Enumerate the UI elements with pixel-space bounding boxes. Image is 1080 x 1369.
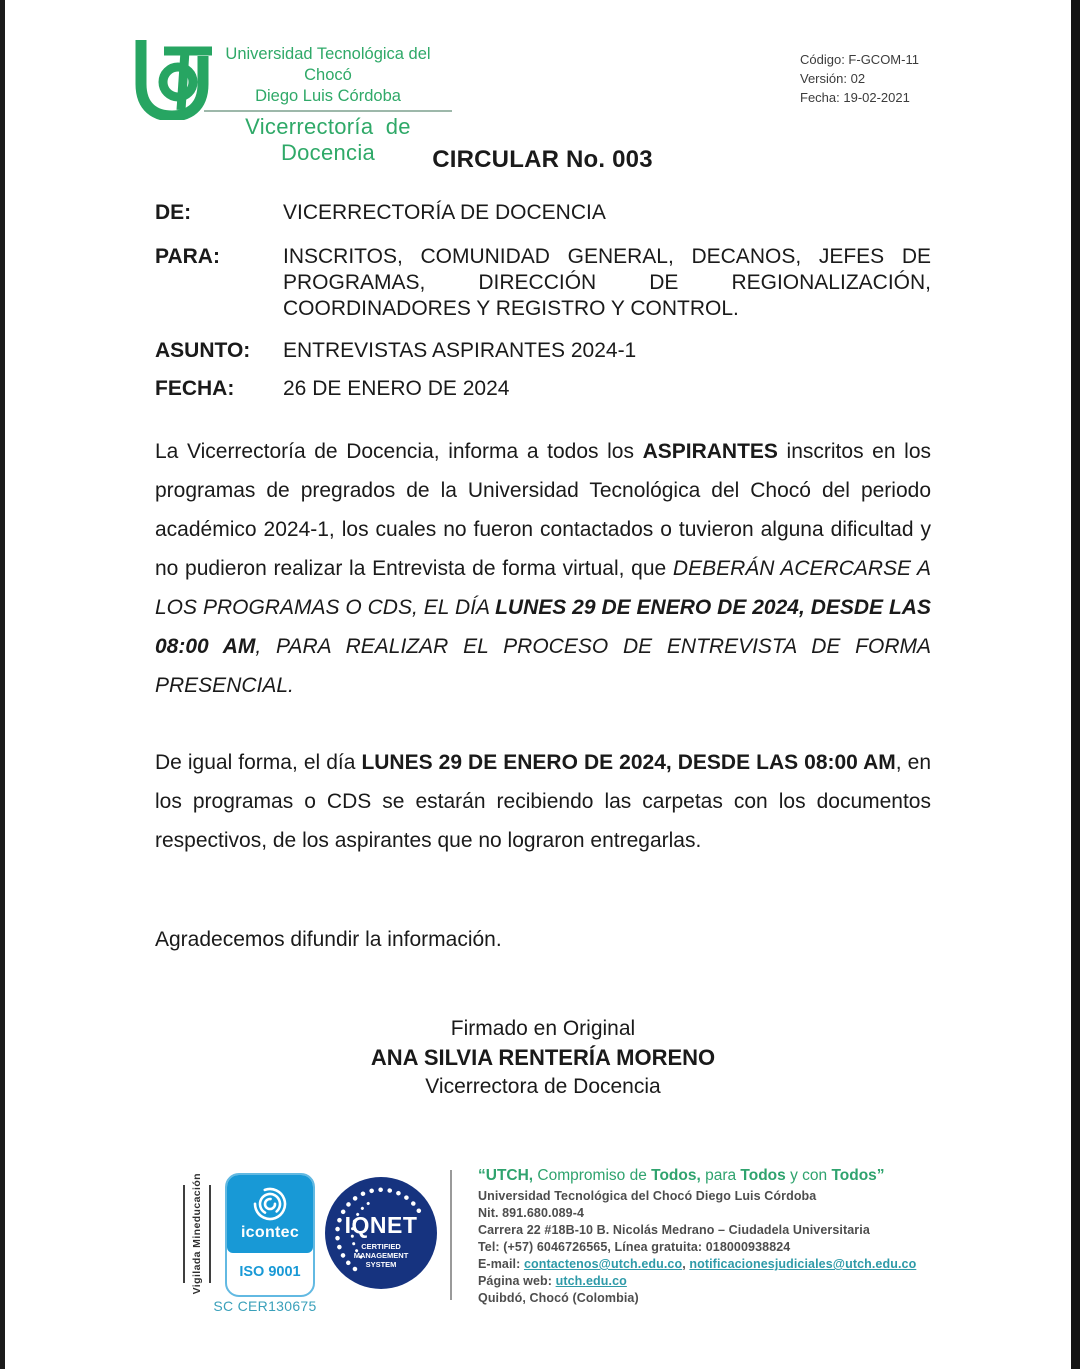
iqnet-badge [325,1177,437,1289]
signature-line: Firmado en Original [450,1017,636,1040]
slogan-utch: “UTCH, [478,1167,534,1184]
memo-meta-block [155,200,931,402]
icontec-cert-number: SC CER130675 [213,1298,317,1314]
para-value: INSCRITOS, COMUNIDAD GENERAL, DECANOS, JEFES DE PROGRAMAS, DIRECCIÓN DE REGIONALIZACIÓN, COORDINADORES Y REGISTRO Y CONTROL. [283,245,931,320]
document-code-block [800,50,919,107]
iqnet-dotted-globe-icon [325,1177,437,1289]
de-value: VICERRECTORÍA DE DOCENCIA [283,201,606,224]
footer-email-line [478,1256,918,1273]
iqnet-sub2: MANAGEMENT [353,1250,409,1260]
signature-block [155,1014,931,1101]
web-label: Página web: [478,1274,556,1288]
meta-row-fecha [155,376,931,402]
de-label: DE: [155,201,192,224]
paragraph-1 [155,432,931,705]
p2-text: De igual forma, el día [155,751,362,774]
signer-name: ANA SILVIA RENTERÍA MORENO [370,1045,716,1070]
icontec-spiral-icon [252,1186,288,1222]
footer-contact-block [478,1166,918,1307]
doc-code-version: Versión: 02 [800,71,866,86]
p1-text: La Vicerrectoría de Docencia, informa a todos los [155,440,643,463]
doc-code-fecha: Fecha: 19-02-2021 [800,90,910,105]
header-divider [204,110,452,112]
fecha-value: 26 DE ENERO DE 2024 [283,377,510,400]
vigilada-label: Vigilada Mineducación [191,1173,203,1295]
asunto-label: ASUNTO: [155,339,251,362]
email-separator: , [682,1257,690,1271]
email-label: E-mail: [478,1257,524,1271]
p1-text-2: inscritos en los programas de pregrados de la Universidad Tecnológica del Chocó del periodo académico 2024-1, los cuales no fueron contactados o tuvieron alguna dificultad y no pudieron realizar la Entrevista de forma virtual, que [155,440,931,580]
email-link-contactenos[interactable]: contactenos@utch.edu.co [523,1257,683,1271]
university-name-line2: Diego Luis Córdoba [255,87,401,105]
footer-university-name: Universidad Tecnológica del Chocó Diego Luis Córdoba [478,1189,817,1203]
utch-slogan [478,1166,918,1186]
slogan-todos3: Todos” [831,1167,885,1184]
letter-body [155,432,931,959]
para-label: PARA: [155,245,220,268]
signer-role: Vicerrectora de Docencia [425,1075,661,1098]
slogan-text: Compromiso de [533,1167,652,1184]
icontec-label: icontec [240,1224,300,1241]
scan-edge-left [0,0,5,1369]
footer-address: Carrera 22 #18B-10 B. Nicolás Medrano – Ciudadela Universitaria [478,1223,870,1237]
paragraph-2 [155,743,931,860]
header-subtitle: Vicerrectoría de Docencia [245,114,411,165]
asunto-value: ENTREVISTAS ASPIRANTES 2024-1 [283,339,637,362]
iqnet-sub1: CERTIFIED [361,1241,401,1251]
meta-row-de [155,200,931,226]
meta-row-asunto [155,338,931,364]
p1-bold-italic-date: LUNES 29 DE ENERO DE 2024, DESDE LAS 08:00 AM [155,596,931,658]
icontec-badge-top [227,1175,313,1253]
scan-edge-right [1071,0,1080,1369]
p1-italic-2: , PARA REALIZAR EL PROCESO DE ENTREVISTA DE FORMA PRESENCIAL. [155,635,931,697]
footer-vertical-divider [450,1170,452,1300]
page-title: CIRCULAR No. 003 [432,146,653,173]
slogan-todos1: Todos, [651,1167,701,1184]
icontec-badge [225,1173,315,1297]
p2-text-2: , en los programas o CDS se estarán recibiendo las carpetas con los documentos respectivos, de los aspirantes que no lograron entregarlas. [155,751,932,852]
meta-row-para [155,244,931,322]
vigilada-mineducacion-strip [183,1173,211,1295]
p1-bold-aspirantes: ASPIRANTES [642,440,778,463]
footer-nit: Nit. 891.680.089-4 [478,1206,585,1220]
fecha-label: FECHA: [155,377,235,400]
footer-web-line [478,1273,918,1290]
doc-code-codigo: Código: F-GCOM-11 [800,52,919,67]
p1-italic: DEBERÁN ACERCARSE A LOS PROGRAMAS O CDS, EL DÍA [155,557,931,619]
p2-bold-date: LUNES 29 DE ENERO DE 2024, DESDE LAS 08:00 AM [361,751,896,774]
footer-city: Quibdó, Chocó (Colombia) [478,1291,639,1305]
web-link[interactable]: utch.edu.co [555,1274,627,1288]
iso-9001-label: ISO 9001 [239,1264,301,1280]
slogan-todos2: Todos [740,1167,786,1184]
iqnet-sub3: SYSTEM [365,1259,397,1269]
slogan-text2: para [700,1167,741,1184]
iqnet-label: IQNET [344,1211,418,1238]
footer-phone: Tel: (+57) 6046726565, Línea gratuita: 018000938824 [478,1240,791,1254]
university-name-line1: Universidad Tecnológica del Chocó [225,45,431,84]
slogan-text3: y con [785,1167,832,1184]
paragraph-3: Agradecemos difundir la información. [155,928,502,951]
email-link-notificaciones[interactable]: notificacionesjudiciales@utch.edu.co [689,1257,917,1271]
